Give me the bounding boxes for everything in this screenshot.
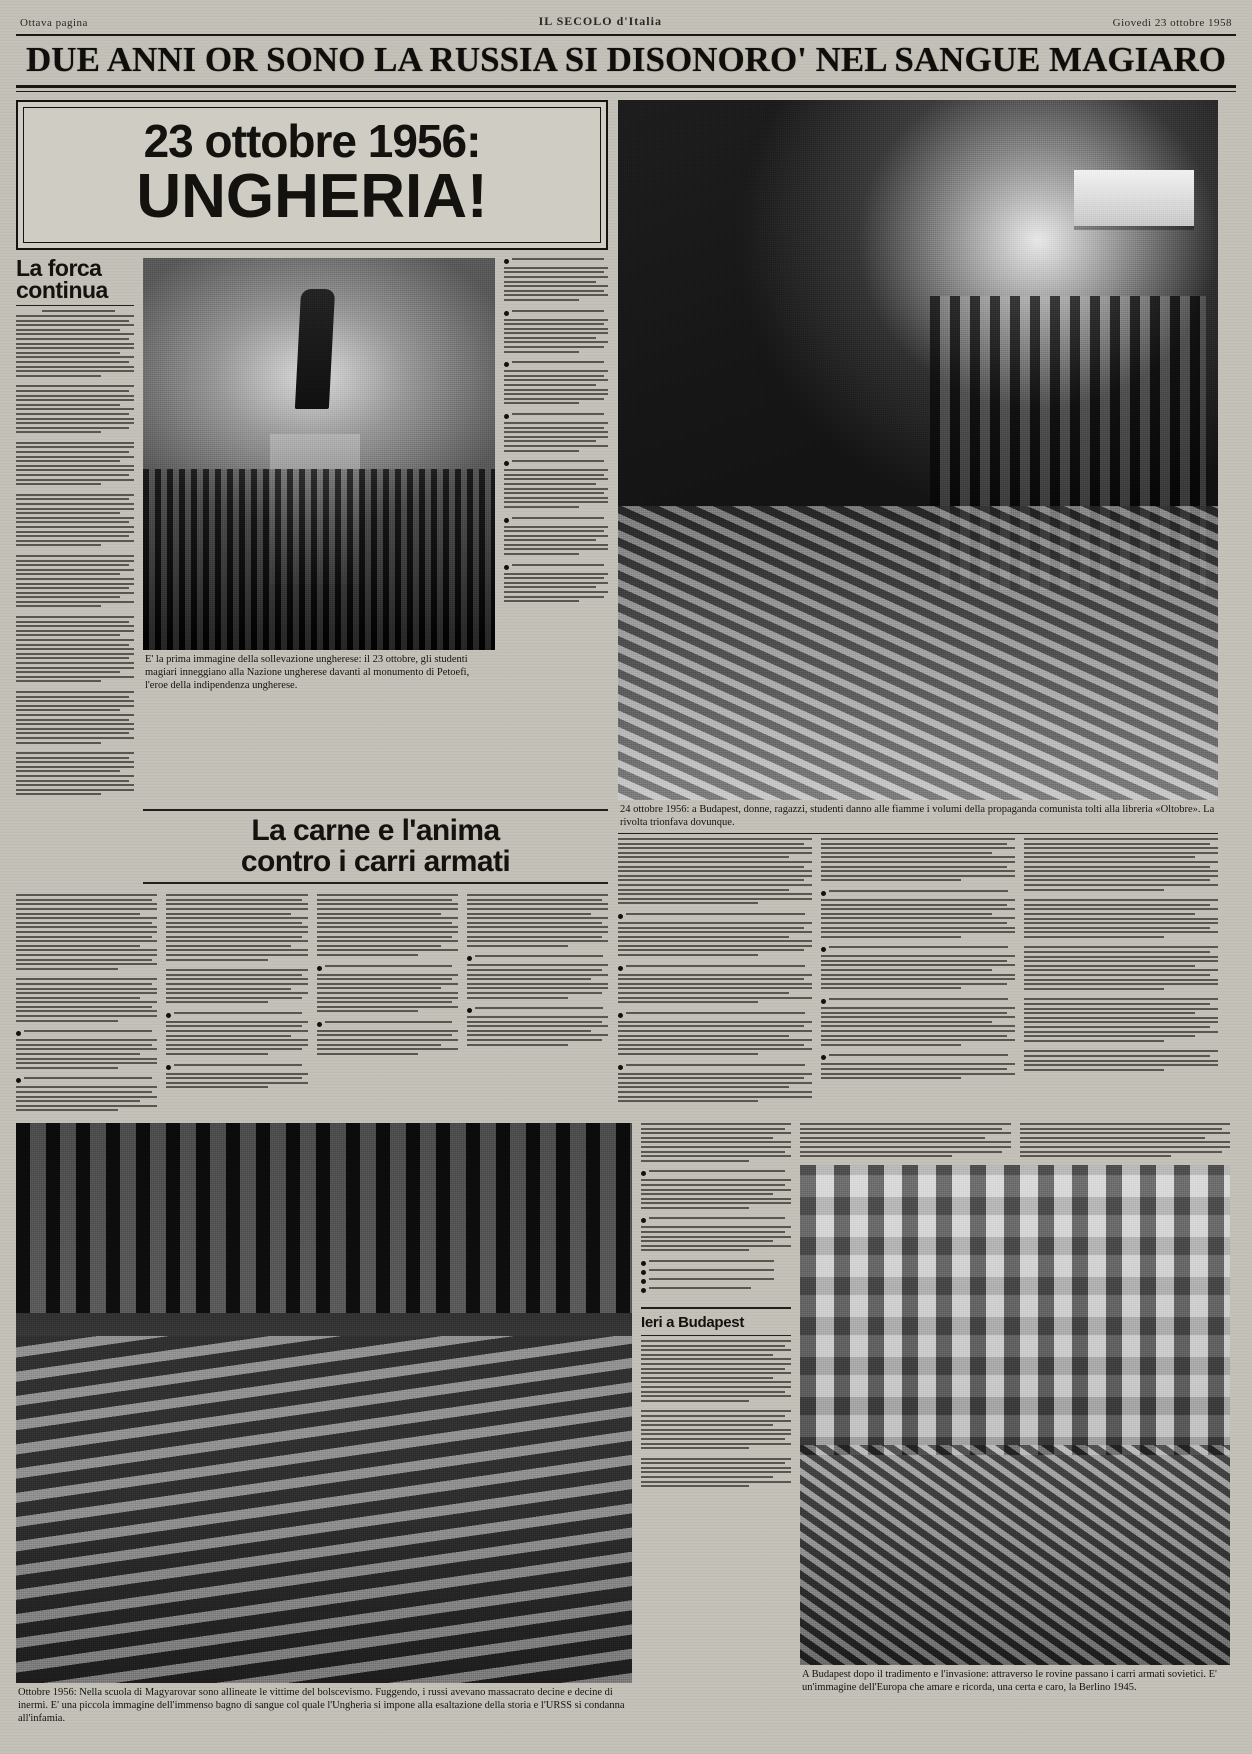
article-la-forca-body <box>16 310 134 795</box>
article-ieri-budapest-title: Ieri a Budapest <box>641 1314 745 1332</box>
article-la-forca-title-1: La forca <box>16 254 102 281</box>
article-la-carne <box>16 804 608 1114</box>
photo-book-burning <box>618 100 1218 800</box>
article-la-forca-title-2: continua <box>16 276 108 303</box>
article-la-carne-title-2: contro i carri armati <box>240 844 511 878</box>
bottom-text-column <box>641 1123 791 1725</box>
right-text-columns <box>618 838 1218 1105</box>
top-zone <box>16 100 1236 1114</box>
top-right-column <box>618 100 1218 1114</box>
right-col-1 <box>618 838 812 1105</box>
article-la-forca <box>16 254 134 798</box>
article-la-carne-title-1: La carne e l'anima <box>251 814 500 848</box>
la-carne-col-3 <box>317 894 458 1114</box>
la-carne-col-2 <box>166 894 307 1114</box>
la-carne-col-4 <box>467 894 608 1114</box>
caption-statue: E' la prima immagine della sollevazione ungherese: il 23 ottobre, gli studenti magiari inneggiano alla Nazione ungherese davanti al monumento di Petoefi, l'eroe della indipendenza ungherese. <box>145 653 470 691</box>
top-left-column <box>16 100 608 1114</box>
main-headline-box <box>16 100 608 250</box>
issue-date: Giovedì 23 ottobre 1958 <box>1112 17 1232 29</box>
bottom-zone <box>16 1123 1236 1725</box>
bottom-col-text <box>641 1123 791 1293</box>
photo-magyarovar-victims <box>16 1123 632 1683</box>
square-bullet-icon <box>504 259 509 264</box>
article-ieri-budapest-body <box>641 1340 791 1487</box>
caption-street: A Budapest dopo il tradimento e l'invasione: attraverso le rovine passano i carri armati sovietici. E' un'immagine dell'Europa che amare e ricorda, una certa e caro, la Berlino 1945. <box>802 1668 1217 1693</box>
banner-headline: DUE ANNI OR SONO LA RUSSIA SI DISONORO' NEL SANGUE MAGIARO <box>26 40 1226 79</box>
right-col-2 <box>821 838 1015 1105</box>
headline-line-1: 23 ottobre 1956: <box>143 114 481 167</box>
caption-bodies: Ottobre 1956: Nella scuola di Magyarovar sono allineate le vittime del bolscevismo. Fuggendo, i russi avevano massacrato decine e decine di inermi. E' una piccola immagine dell'immenso bagno di sangue col quale l'Ungheria si impone alla esaltazione della storia e l'URSS si condanna all'infamia. <box>18 1686 625 1725</box>
masthead <box>16 14 1236 32</box>
street-photo-block <box>800 1123 1230 1725</box>
headline-line-2: UNGHERIA! <box>136 161 488 231</box>
right-col-3 <box>1024 838 1218 1105</box>
statue-photo-block <box>143 258 495 798</box>
page-label: Ottava pagina <box>20 17 88 29</box>
bodies-photo-block <box>16 1123 632 1725</box>
photo-petofi-statue <box>143 258 495 650</box>
photo-budapest-ruins <box>800 1165 1230 1665</box>
caption-library: 24 ottobre 1956: a Budapest, donne, ragazzi, studenti danno alle fiamme i volumi della propaganda comunista tolti alla libreria «Oltobre». La rivolta trionfava dovunque. <box>620 803 1215 828</box>
filler-text-a <box>504 258 608 602</box>
newspaper-name: IL SECOLO d'Italia <box>538 14 662 28</box>
banner-rule <box>16 85 1236 92</box>
top-left-filler-column <box>504 258 608 798</box>
la-carne-col-1 <box>16 894 157 1114</box>
la-carne-columns <box>16 894 608 1114</box>
street-upper-text <box>800 1123 1230 1160</box>
